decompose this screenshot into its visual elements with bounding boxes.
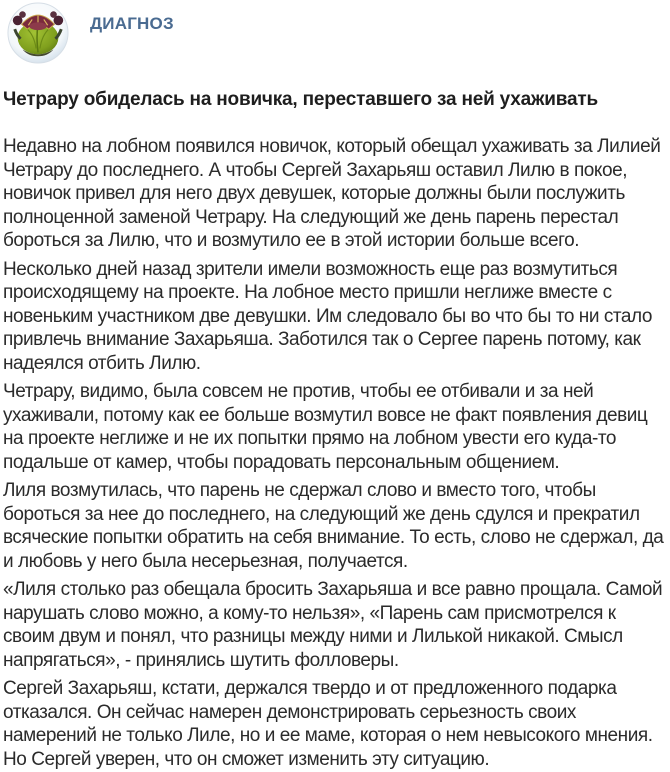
post-paragraph: Лиля возмутилась, что парень не сдержал слово и вместо того, чтобы бороться за нее до последнего, на следующий же день сдулся и прекратил всяческие попытки обратить на себя внимание. То есть, слово не сдержал, да и любовь у него была несерьезная, получается.: [3, 480, 664, 572]
post-header: [3, 0, 666, 68]
post-title: Четрару обиделась на новичка, переставшего за ней ухаживать: [3, 89, 598, 110]
post-paragraph: Сергей Захарьяш, кстати, держался твердо и от предложенного подарка отказался. Он сейчас намерен демонстрировать серьезность своих намерений не только Лиле, но и ее маме, которая о нем невысокого мнения. Но Сергей уверен, что он сможет изменить эту ситуацию.: [3, 678, 653, 770]
avatar-image: [7, 51, 69, 64]
post-paragraph: Недавно на лобном появился новичок, который обещал ухаживать за Лилией Четрару до последнего. А чтобы Сергей Захарьяш оставил Лилю в покое, новичок привел для него двух девушек, которые должны были послужить полноценной заменой Четрару. На следующий же день парень перестал бороться за Лилю, что и возмутило ее в этой истории больше всего.: [3, 136, 661, 251]
post-paragraph: Несколько дней назад зрители имели возможность еще раз возмутиться происходящему на проекте. На лобное место пришли неглиже вместе с новеньким участником две девушки. Им следовало бы во что бы то ни стало привлечь внимание Захарьяша. Заботился так о Сергее парень потому, как надеялся отбить Лилю.: [3, 258, 653, 374]
community-name-link[interactable]: ДИАГНОЗ: [90, 14, 174, 33]
post-text: [3, 135, 666, 771]
community-avatar[interactable]: [7, 2, 69, 64]
post-paragraph: Четрару, видимо, была совсем не против, чтобы ее отбивали и за ней ухаживали, потому как ее больше возмутил вовсе не факт появления девиц на проекте неглиже и не их попытки прямо на лобном увести его куда-то подальше от камер, чтобы порадовать персональным общением.: [3, 381, 648, 473]
post-paragraph: «Лиля столько раз обещала бросить Захарьяша и все равно прощала. Самой нарушать слово можно, а кому-то нельзя», «Парень сам присмотрелся к своим двум и понял, что разницы между ними и Лилькой никакой. Смысл напрягаться», - принялись шутить фолловеры.: [3, 579, 663, 671]
